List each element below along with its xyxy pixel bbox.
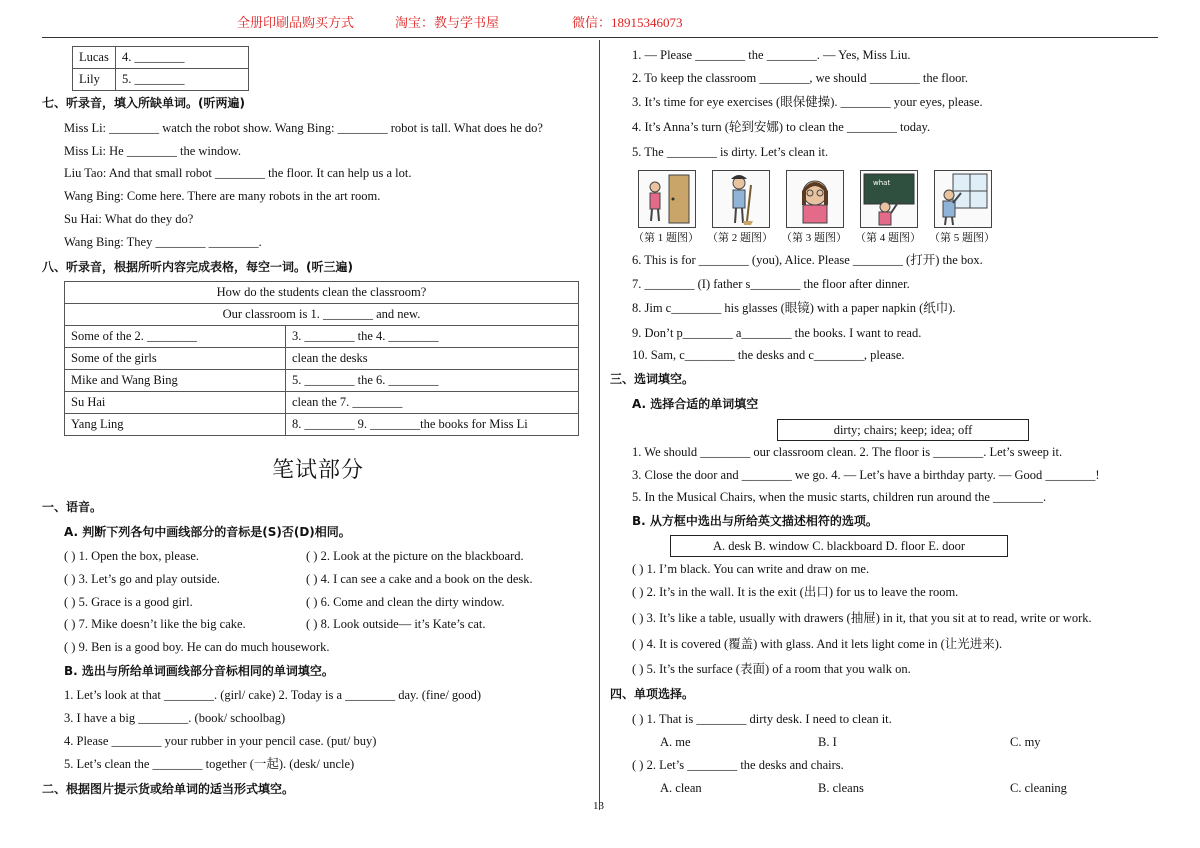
table-row: Some of the girls clean the desks [65, 348, 579, 370]
fill-item: 2. To keep the classroom ________, we should ________ the floor. [632, 71, 969, 85]
phonics-item: ( ) 7. Mike doesn’t like the big cake. [64, 617, 246, 631]
fill-item: 5. The ________ is dirty. Let’s clean it. [632, 145, 829, 159]
fill-item: 6. This is for ________ (you), Alice. Please ________ (打开) the box. [632, 253, 983, 267]
mc-option: C. cleaning [1010, 781, 1067, 795]
mc-option: B. cleans [818, 781, 864, 795]
s7-line-2: Miss Li: He ________ the window. [64, 144, 241, 158]
part-1b-title: B. 选出与所给单词画线部分音标相同的单词填空。 [64, 664, 334, 678]
describe-item: ( ) 2. It’s in the wall. It is the exit (出口) for us to leave the room. [632, 585, 959, 599]
table-subtitle: Our classroom is 1. ________ and new. [65, 304, 579, 326]
picture-3 [786, 170, 844, 228]
mc-option: B. I [818, 735, 837, 749]
phonics-item: ( ) 8. Look outside— it’s Kate’s cat. [306, 617, 486, 631]
s7-line-5: Su Hai: What do they do? [64, 212, 194, 226]
table-row: Su Hai clean the 7. ________ [65, 392, 579, 414]
phonics-b-item: 1. Let’s look at that ________. (girl/ cake) 2. Today is a ________ day. (fine/ good) [64, 688, 482, 702]
picture-caption: （第 2 题图） [707, 232, 773, 244]
picture-caption: （第 1 题图） [633, 232, 699, 244]
phonics-b-item: 3. I have a big ________. (book/ schoolbag) [64, 711, 286, 725]
picture-2 [712, 170, 770, 228]
part-1a-title: A. 判断下列各句中画线部分的音标是(S)否(D)相同。 [64, 525, 351, 539]
phonics-item: ( ) 3. Let’s go and play outside. [64, 572, 220, 586]
mc-option: A. clean [660, 781, 702, 795]
fill-item: 1. — Please ________ the ________. — Yes, Miss Liu. [632, 48, 911, 62]
top-table [72, 46, 249, 91]
table-row: Lucas 4. ________ [73, 47, 249, 69]
picture-4 [860, 170, 918, 228]
phonics-item: ( ) 9. Ben is a good boy. He can do much housework. [64, 640, 330, 654]
describe-item: ( ) 3. It’s like a table, usually with drawers (抽屉) in it, that you sit at to read, write or work. [632, 611, 1092, 625]
fill-item: 3. It’s time for eye exercises (眼保健操). ________ your eyes, please. [632, 95, 983, 109]
blackboard-girl-icon [861, 171, 917, 227]
table-row: Some of the 2. ________ 3. ________ the 4. ________ [65, 326, 579, 348]
page-number: 13 [593, 800, 604, 812]
window-girl-icon [935, 171, 991, 227]
phonics-item: ( ) 4. I can see a cake and a book on the desk. [306, 572, 533, 586]
fill-item: 7. ________ (I) father s________ the floor after dinner. [632, 277, 910, 291]
picture-caption: （第 3 题图） [781, 232, 847, 244]
phonics-item: ( ) 2. Look at the picture on the blackboard. [306, 549, 524, 563]
s7-line-6: Wang Bing: They ________ ________. [64, 235, 262, 249]
header-shop: 淘宝：教与学书屋 [395, 15, 500, 30]
s7-line-3: Liu Tao: And that small robot ________ the floor. It can help us a lot. [64, 166, 412, 180]
picture-caption: （第 5 题图） [929, 232, 995, 244]
part-3b-title: B. 从方框中选出与所给英文描述相符的选项。 [632, 514, 878, 528]
table-row: Lily 5. ________ [73, 69, 249, 91]
door-girl-icon [639, 171, 695, 227]
table-row: Mike and Wang Bing 5. ________ the 6. ________ [65, 370, 579, 392]
column-divider [599, 40, 600, 810]
describe-item: ( ) 1. I’m black. You can write and draw on me. [632, 562, 870, 576]
fill-item: 9. Don’t p________ a________ the books. I want to read. [632, 326, 922, 340]
header-divider [42, 37, 1158, 38]
part-2-title: 二、根据图片提示货或给单词的适当形式填空。 [42, 782, 295, 796]
describe-item: ( ) 5. It’s the surface (表面) of a room that you walk on. [632, 662, 911, 676]
describe-item: ( ) 4. It is covered (覆盖) with glass. And it lets light come in (让光进来). [632, 637, 1003, 651]
picture-caption: （第 4 题图） [855, 232, 921, 244]
clean-table [64, 281, 579, 436]
word-box: dirty; chairs; keep; idea; off [777, 419, 1029, 441]
choose-word-item: 3. Close the door and ________ we go. 4. — Let’s have a birthday party. — Good ________! [632, 468, 1100, 482]
fill-item: 8. Jim c________ his glasses (眼镜) with a paper napkin (纸巾). [632, 301, 956, 315]
phonics-item: ( ) 1. Open the box, please. [64, 549, 200, 563]
fill-item: 10. Sam, c________ the desks and c________, please. [632, 348, 905, 362]
written-part-title: 笔试部分 [272, 458, 365, 483]
picture-1 [638, 170, 696, 228]
fill-item: 4. It’s Anna’s turn (轮到安娜) to clean the ________ today. [632, 120, 931, 134]
mc-option: A. me [660, 735, 691, 749]
part-4-title: 四、单项选择。 [610, 687, 695, 701]
phonics-item: ( ) 6. Come and clean the dirty window. [306, 595, 505, 609]
section-7-title: 七、听录音，填入所缺单词。(听两遍) [42, 96, 245, 110]
table-title: How do the students clean the classroom? [65, 282, 579, 304]
phonics-b-item: 5. Let’s clean the ________ together (一起). (desk/ uncle) [64, 757, 355, 771]
s7-line-1: Miss Li: ________ watch the robot show. Wang Bing: ________ robot is tall. What does he do? [64, 121, 543, 135]
mc-option: C. my [1010, 735, 1041, 749]
part-3a-title: A. 选择合适的单词填空 [632, 397, 759, 411]
header-purchase-info: 全册印刷品购买方式 [237, 15, 355, 30]
phonics-item: ( ) 5. Grace is a good girl. [64, 595, 193, 609]
s7-line-4: Wang Bing: Come here. There are many robots in the art room. [64, 189, 381, 203]
svg-text:what: what [873, 179, 891, 187]
picture-5 [934, 170, 992, 228]
part-1-title: 一、语音。 [42, 500, 103, 514]
choose-word-item: 1. We should ________ our classroom clean. 2. The floor is ________. Let’s sweep it. [632, 445, 1063, 459]
mc-question-2: ( ) 2. Let’s ________ the desks and chairs. [632, 758, 844, 772]
choose-word-item: 5. In the Musical Chairs, when the music starts, children run around the ________. [632, 490, 1047, 504]
options-box: A. desk B. window C. blackboard D. floor E. door [670, 535, 1008, 557]
part-3-title: 三、选词填空。 [610, 372, 695, 386]
table-row: Yang Ling 8. ________ 9. ________the books for Miss Li [65, 414, 579, 436]
eye-exercise-girl-icon [787, 171, 843, 227]
sweeping-girl-icon [713, 171, 769, 227]
header-wechat: 微信：18915346073 [572, 15, 683, 30]
mc-question-1: ( ) 1. That is ________ dirty desk. I need to clean it. [632, 712, 892, 726]
page-header [0, 12, 1200, 32]
phonics-b-item: 4. Please ________ your rubber in your pencil case. (put/ buy) [64, 734, 377, 748]
section-8-title: 八、听录音，根据所听内容完成表格，每空一词。(听三遍) [42, 260, 353, 274]
